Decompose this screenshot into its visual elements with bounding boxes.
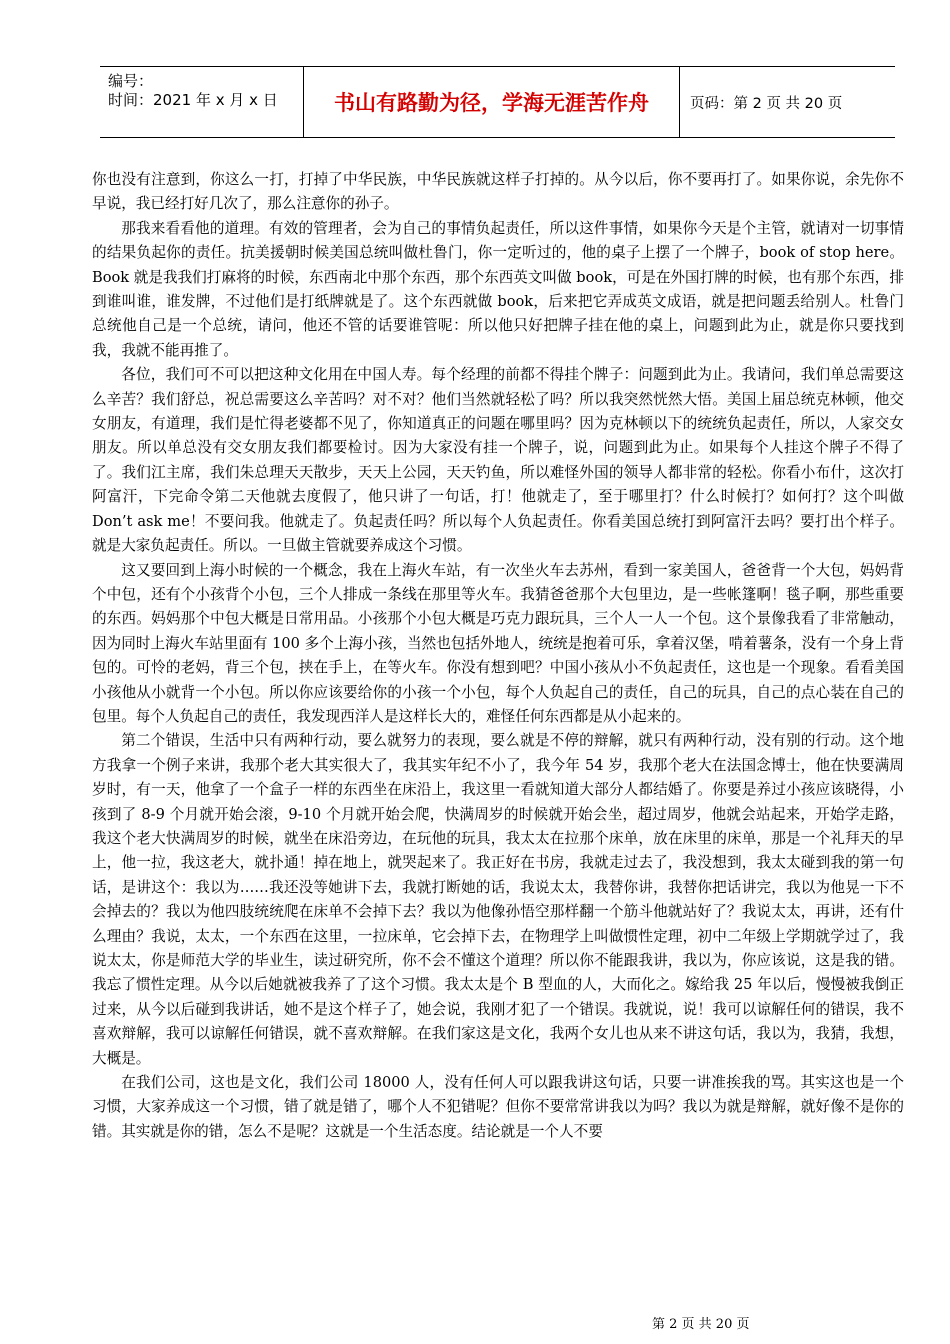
header-motto: 书山有路勤为径，学海无涯苦作舟 — [304, 67, 680, 137]
header-meta — [100, 67, 304, 137]
paragraph: 这又要回到上海小时候的一个概念，我在上海火车站，有一次坐火车去苏州，看到一家美国人，爸爸背一个大包，妈妈背个中包，还有个小孩背个小包，三个人排成一条线在那里等火车。我猜爸爸那个大包里边，是一些帐篷啊！毯子啊，那些重要的东西。妈妈那个中包大概是日常用品。小孩那个小包大概是巧克力跟玩具，三个人一人一个包。这个景像我看了非常触动，因为同时上海火车站里面有 100 多个上海小孩，当然也包括外地人，统统是抱着可乐，拿着汉堡，啃着薯条，没有一个身上背包的。可怜的老妈，背三个包，挟在手上，在等火车。你没有想到吧？中国小孩从小不负起责任，这也是一个现象。看看美国小孩他从小就背一个小包。所以你应该要给你的小孩一个小包，每个人负起自己的责任，自己的玩具，自己的点心装在自己的包里。每个人负起自己的责任，我发现西洋人是这样长大的，难怪任何东西都是从小起来的。 — [92, 561, 904, 725]
paragraph: 第二个错误，生活中只有两种行动，要么就努力的表现，要么就是不停的辩解，就只有两种行动，没有别的行动。这个地方我拿一个例子来讲，我那个老大其实很大了，我其实年纪不小了，我今年 54 岁，我那个老大在法国念博士，他在快要满周岁时，有一天，他拿了一个盒子一样的东西坐在床沿上，我这里一看就知道大部分人都结婚了。你要是养过小孩应该晓得，小孩到了 8-9 个月就开始会滚，9-10 个月就开始会爬，快满周岁的时候就开始会坐，超过周岁，他就会站起来，开始学走路，我这个老大快满周岁的时候，就坐在床沿旁边，在玩他的玩具，我太太在拉那个床单，放在床里的床单，那是一个礼拜天的早上，他一拉，我这老大，就扑通！掉在地上，就哭起来了。我正好在书房，我就走过去了，我没想到，我太太碰到我的第一句话，是讲这个：我以为……我还没等她讲下去，我就打断她的话，我说太太，我替你讲，我替你把话讲完，我以为他晃一下不会掉去的？我以为他四肢统统爬在床单不会掉下去？我以为他像孙悟空那样翻一个筋斗他就站好了？我说太太，再讲，还有什么理由？我说，太太，一个东西在这里，一拉床单，它会掉下去，在物理学上叫做惯性定理，初中二年级上学期就学过了，我说太太，你是师范大学的毕业生，读过研究所，你不会不懂这个道理？所以你不能跟我讲，我以为，你应该说，这是我的错。我忘了惯性定理。从今以后她就被我养了了这个习惯。我太太是个 B 型血的人，大而化之。嫁给我 25 年以后，慢慢被我倒正过来，从今以后碰到我讲话，她不是这个样子了，她会说，我刚才犯了一个错误。我就说，说！我可以谅解任何的错误，我不喜欢辩解，我可以谅解任何错误，就不喜欢辩解。在我们家这是文化，我两个女儿也从来不讲这句话，我以为，我猜，我想，大概是。 — [92, 732, 904, 1067]
document-body — [92, 168, 904, 1144]
page-header — [100, 66, 895, 138]
paragraph: 各位，我们可不可以把这种文化用在中国人寿。每个经理的前都不得挂个牌子：问题到此为止。我请问，我们单总需要这么辛苦？我们舒总，祝总需要这么辛苦吗？对不对？他们当然就轻松了吗？所以我突然恍然大悟。美国上届总统克林顿，他交女朋友，有道理，我们是忙得老婆都不见了，你知道真正的问题在哪里吗？因为克林顿以下的统统负起责任，所以，人家交女朋友。所以单总没有交女朋友我们都要检讨。因为大家没有挂一个牌子，说，问题到此为止。如果每个人挂这个牌子不得了了。我们江主席，我们朱总理天天散步，天天上公园，天天钓鱼，所以难怪外国的领导人都非常的轻松。你看小布什，这次打阿富汗，下完命令第二天他就去度假了，他只讲了一句话，打！他就走了，至于哪里打？什么时候打？如何打？这个叫做 Don’t ask me！不要问我。他就走了。负起责任吗？所以每个人负起责任。你看美国总统打到阿富汗去吗？要打出个样子。就是大家负起责任。所以。一旦做主管就要养成这个习惯。 — [92, 366, 904, 555]
doc-time-label: 时间：2021 年 x 月 x 日 — [108, 91, 278, 109]
doc-number-label: 编号： — [108, 72, 154, 90]
paragraph: 那我来看看他的道理。有效的管理者，会为自己的事情负起责任，所以这件事情，如果你今天是个主管，就请对一切事情的结果负起你的责任。抗美援朝时候美国总统叫做杜鲁门，你一定听过的，他的桌子上摆了一个牌子，book of stop here。Book 就是我我们打麻将的时候，东西南北中那个东西，那个东西英文叫做 book，可是在外国打牌的时候，也有那个东西，排到谁叫谁，谁发牌，不过他们是打纸牌就是了。这个东西就做 book，后来把它弄成英文成语，就是把问题丢给别人。杜鲁门总统他自己是一个总统，请问，他还不管的话要谁管呢：所以他只好把牌子挂在他的桌上，问题到此为止，就是你只要找到我，我就不能再推了。 — [92, 219, 904, 359]
header-page-label: 页码：第 2 页 共 20 页 — [690, 95, 843, 112]
paragraph: 在我们公司，这也是文化，我们公司 18000 人，没有任何人可以跟我讲这句话，只要一讲准挨我的骂。其实这也是一个习惯，大家养成这一个习惯，错了就是错了，哪个人不犯错呢？但你不要常常讲我以为吗？我以为就是辩解，就好像不是你的错。其实就是你的错，怎么不是呢？这就是一个生活态度。结论就是一个人不要 — [92, 1074, 904, 1140]
page-footer: 第 2 页 共 20 页 — [652, 1317, 750, 1332]
paragraph: 你也没有注意到，你这么一打，打掉了中华民族，中华民族就这样子打掉的。从今以后，你不要再打了。如果你说，余先你不早说，我已经打好几次了，那么注意你的孙子。 — [92, 171, 904, 213]
